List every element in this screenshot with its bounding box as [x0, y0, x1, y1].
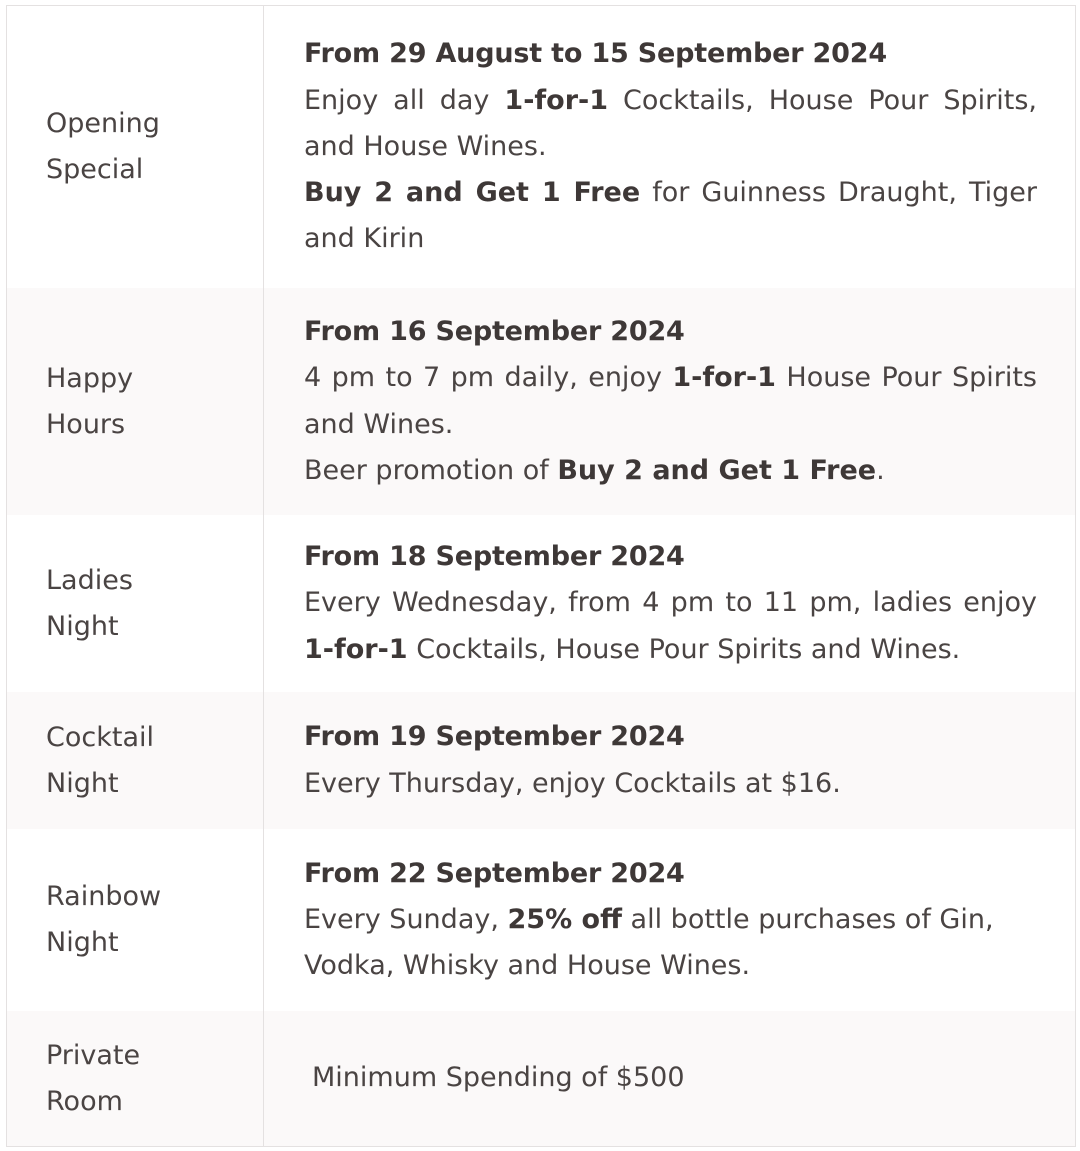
promo-date-heading: From 18 September 2024: [304, 541, 685, 573]
text-segment: 4 pm to 7 pm daily, enjoy: [304, 362, 673, 394]
row-label-line: Night: [46, 610, 119, 642]
bold-segment: Buy 2 and Get 1 Free: [304, 177, 641, 209]
text-segment: .: [876, 454, 885, 486]
promo-date-heading: From 19 September 2024: [304, 721, 685, 753]
text-segment: Cocktails, House Pour Spirits and Wines.: [407, 633, 961, 665]
row-label: [7, 829, 264, 1011]
text-segment: Every Sunday,: [304, 903, 508, 935]
text-segment: for Guinness Draught, Tiger and Kirin: [304, 177, 1037, 255]
table-row: [7, 829, 1075, 1011]
promo-date-heading: From 16 September 2024: [304, 315, 685, 347]
row-label: [7, 1011, 264, 1146]
bold-segment: 1-for-1: [304, 633, 408, 665]
table-row: [7, 515, 1075, 692]
bold-segment: 1-for-1: [504, 84, 609, 116]
row-label-line: Room: [46, 1085, 123, 1117]
table-row: [7, 692, 1075, 829]
promo-description: [304, 170, 1037, 263]
row-label: [7, 6, 264, 288]
row-label-line: Ladies: [46, 564, 133, 596]
bold-segment: Buy 2 and Get 1 Free: [557, 454, 877, 486]
row-label-line: Night: [46, 927, 119, 958]
bold-segment: 1-for-1: [672, 362, 776, 394]
promotions-table: [6, 5, 1076, 1147]
row-label-line: Private: [46, 1039, 141, 1071]
row-label-line: Opening: [46, 108, 160, 139]
promo-description: [304, 78, 1037, 171]
promo-description: Minimum Spending of $500: [312, 1062, 685, 1094]
row-label-line: Hours: [46, 408, 126, 440]
bold-segment: 25% off: [507, 903, 622, 935]
row-details: [264, 288, 1075, 515]
promo-description: Every Thursday, enjoy Cocktails at $16.: [304, 767, 841, 799]
table-row: [7, 1011, 1075, 1146]
row-label: [7, 288, 264, 515]
row-details: [264, 6, 1075, 288]
promo-date-heading: From 29 August to 15 September 2024: [304, 38, 887, 70]
text-segment: Enjoy all day: [304, 84, 505, 116]
row-details: [264, 1011, 1075, 1146]
row-label-line: Special: [46, 154, 144, 185]
promo-description: [304, 355, 1037, 448]
text-segment: Beer promotion of: [304, 454, 558, 486]
row-label-line: Rainbow: [46, 881, 162, 912]
promo-description: [304, 448, 1037, 494]
row-details: [264, 829, 1075, 1011]
table-row: [7, 288, 1075, 515]
row-label-line: Night: [46, 767, 119, 799]
text-segment: all bottle purchases of Gin, Vodka, Whisky and House Wines.: [304, 903, 994, 982]
row-label-line: Happy: [46, 362, 134, 394]
row-label-line: Cocktail: [46, 721, 154, 753]
text-segment: House Pour Spirits and Wines.: [304, 362, 1037, 440]
table-row: [7, 6, 1075, 288]
row-details: [264, 692, 1075, 829]
text-segment: Every Wednesday, from 4 pm to 11 pm, ladies enjoy: [304, 587, 1037, 619]
row-label: [7, 515, 264, 692]
text-segment: Cocktails, House Pour Spirits, and House Wines.: [304, 84, 1037, 162]
row-details: [264, 515, 1075, 692]
promo-description: [304, 897, 1037, 990]
promo-date-heading: From 22 September 2024: [304, 857, 685, 889]
promo-description: [304, 580, 1037, 673]
row-label: [7, 692, 264, 829]
